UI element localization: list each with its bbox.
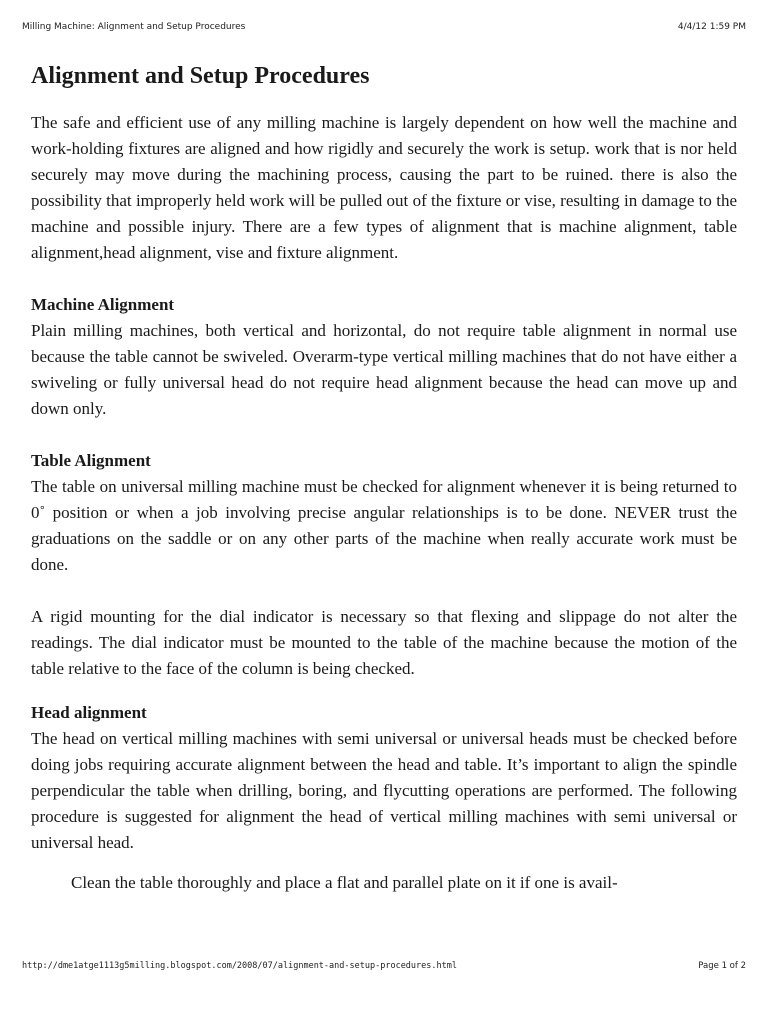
intro-paragraph: The safe and efficient use of any milling machine is largely dependent on how well the machine and work-holding fixtures are aligned and how rigidly and securely the work is setup. work that is nor held securely may move during the machining process, causing the part to be ruined. there is also the possibility that improperly held work will be pulled out of the fixture or vise, resulting in damage to the machine and possible injury. There are a few types of alignment that is machine alignment, table alignment,head alignment, vise and fixture alignment. bbox=[31, 113, 737, 262]
header-page-title: Milling Machine: Alignment and Setup Procedures bbox=[22, 22, 246, 32]
print-footer bbox=[22, 961, 746, 971]
footer-url: http://dme1atge1113g5milling.blogspot.com/2008/07/alignment-and-setup-procedures.html bbox=[22, 961, 457, 971]
table-alignment-heading: Table Alignment bbox=[31, 451, 151, 470]
list-item: 1. Clean the table thoroughly and place a flat and parallel plate on it if one is avail- bbox=[71, 870, 737, 896]
footer-page-number: Page 1 of 2 bbox=[698, 961, 746, 971]
dial-indicator-paragraph: A rigid mounting for the dial indicator is necessary so that flexing and slippage do not alter the readings. The dial indicator must be mounted to the table of the machine because the motion of the table relative to the face of the column is being checked. bbox=[31, 607, 737, 678]
table-alignment-section bbox=[31, 448, 737, 578]
table-alignment-text: The table on universal milling machine must be checked for alignment whenever it is being returned to 0˚ position or when a job involving precise angular relationships is to be done. NEVER trust the graduations on the saddle or on any other parts of the machine when really accurate work must be done. bbox=[31, 477, 737, 574]
machine-alignment-text: Plain milling machines, both vertical and horizontal, do not require table alignment in normal use because the table cannot be swiveled. Overarm-type vertical milling machines that do not have either a swiveling or fully universal head do not require head alignment because the head can move up and down only. bbox=[31, 321, 737, 418]
page-title: Alignment and Setup Procedures bbox=[31, 63, 370, 89]
article-content bbox=[31, 60, 737, 896]
header-datetime: 4/4/12 1:59 PM bbox=[677, 22, 746, 32]
machine-alignment-section bbox=[31, 292, 737, 422]
head-alignment-heading: Head alignment bbox=[31, 703, 147, 722]
procedure-list bbox=[31, 870, 737, 896]
head-alignment-section bbox=[31, 700, 737, 896]
print-header bbox=[22, 22, 746, 32]
machine-alignment-heading: Machine Alignment bbox=[31, 295, 175, 314]
head-alignment-text: The head on vertical milling machines with semi universal or universal heads must be checked before doing jobs requiring accurate alignment between the head and table. It’s important to align the spindle perpendicular the table when drilling, boring, and flycutting operations are performed. The following procedure is suggested for alignment the head of vertical milling machines with semi universal or universal head. bbox=[31, 729, 737, 852]
